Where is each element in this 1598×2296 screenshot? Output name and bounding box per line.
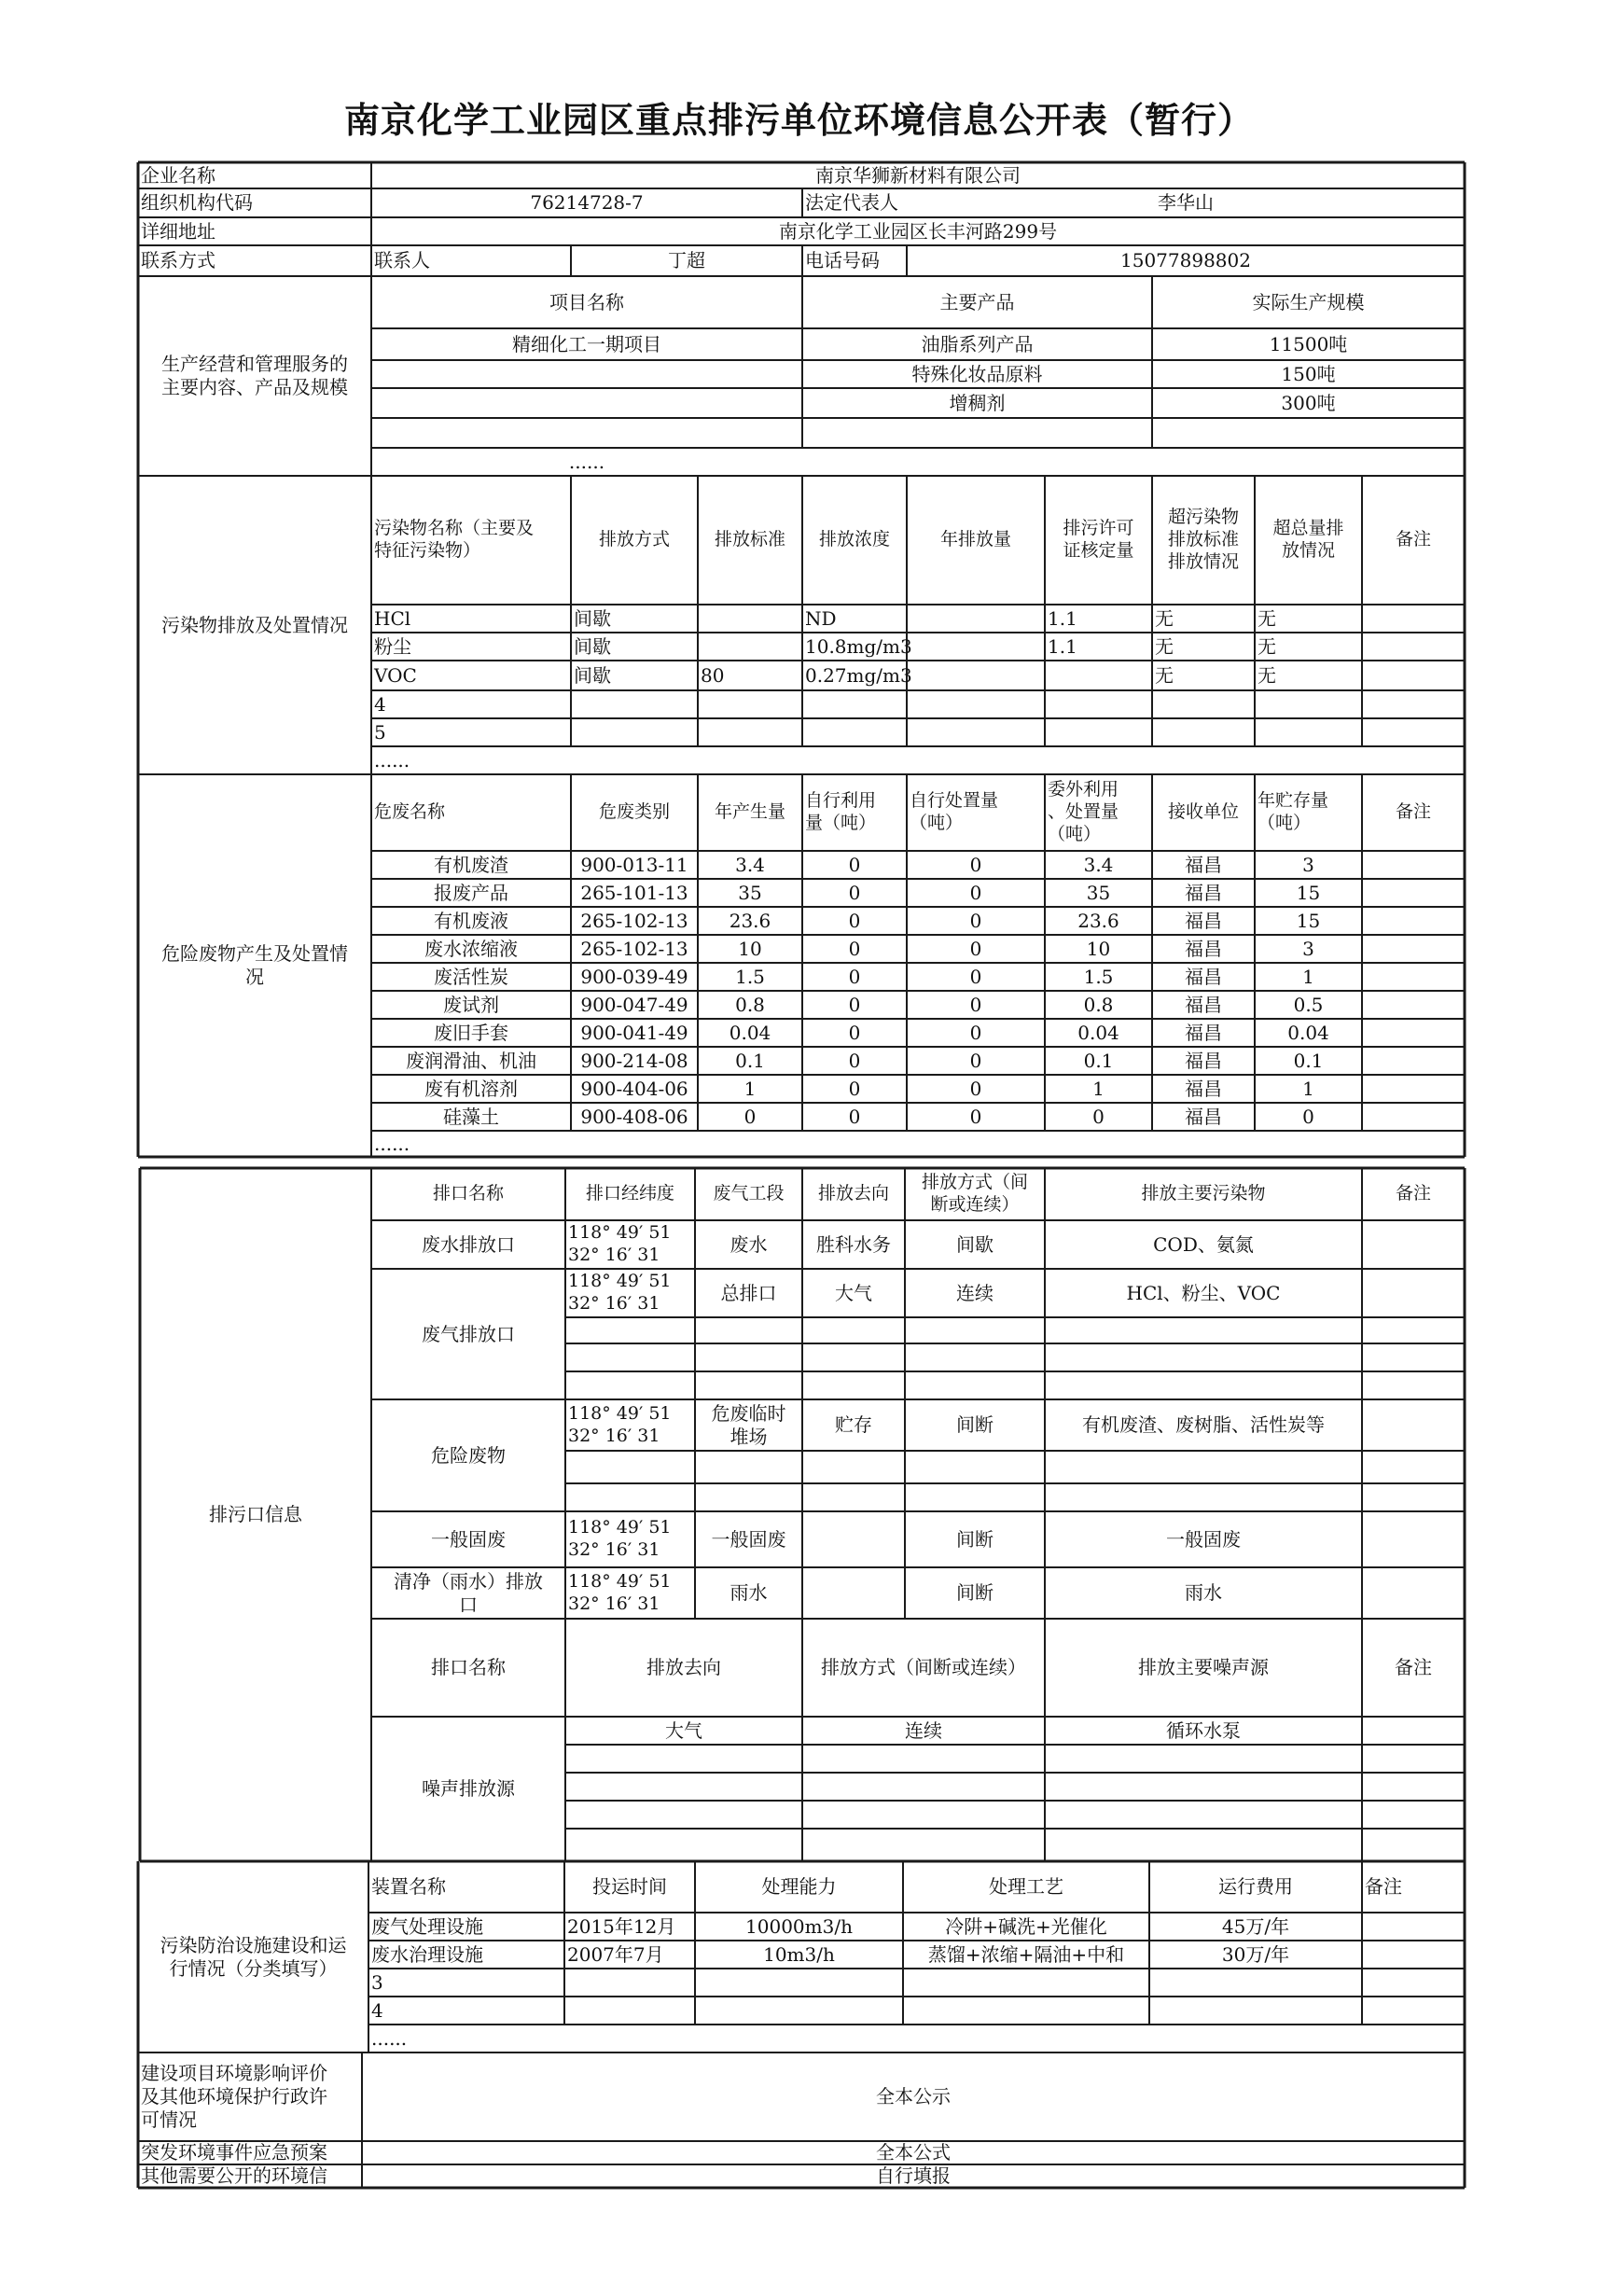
phone: 15077898802 xyxy=(1120,249,1251,271)
production-section-label: 生产经营和管理服务的 主要内容、产品及规模 xyxy=(161,353,348,398)
legal-rep: 李华山 xyxy=(1158,191,1214,214)
noise-header: 排放去向 xyxy=(646,1656,721,1678)
hazardous-waste-cell: 0 xyxy=(848,1049,861,1072)
company-name-label: 企业名称 xyxy=(141,163,215,187)
facility-header: 投运时间 xyxy=(592,1875,667,1898)
production-cell: ...... xyxy=(568,450,605,473)
pollutant-cell: VOC xyxy=(374,663,417,687)
hazardous-waste-cell: 900-214-08 xyxy=(580,1049,688,1072)
hazardous-waste-cell: 福昌 xyxy=(1185,1021,1222,1044)
facility-cell: ...... xyxy=(371,2026,408,2050)
facility-cell: 废水治理设施 xyxy=(371,1942,483,1966)
hazardous-waste-cell: 265-102-13 xyxy=(580,937,688,960)
outlet-name: 危险废物 xyxy=(431,1443,506,1467)
pollutant-header: 排污许可 证核定量 xyxy=(1063,518,1134,561)
pollutant-cell: 4 xyxy=(374,692,386,716)
hazardous-waste-cell: 1 xyxy=(1302,965,1314,988)
hazardous-waste-header: 危废名称 xyxy=(374,801,446,823)
noise-main-source: 循环水泵 xyxy=(1166,1719,1241,1742)
hazardous-waste-cell: 废润滑油、机油 xyxy=(406,1049,536,1072)
hazardous-waste-cell: 0 xyxy=(1302,1105,1314,1128)
outlet-destination: 大气 xyxy=(835,1281,872,1304)
hazardous-waste-cell: 0 xyxy=(969,965,982,988)
hazardous-waste-cell: 0 xyxy=(848,881,861,904)
page-title: 南京化学工业园区重点排污单位环境信息公开表（暂行） xyxy=(343,100,1254,141)
hazardous-waste-header: 备注 xyxy=(1395,801,1431,823)
hazardous-waste-cell: 福昌 xyxy=(1185,881,1222,904)
pollutant-header: 排放标准 xyxy=(714,529,785,550)
hazardous-waste-header: 接收单位 xyxy=(1167,801,1239,823)
hazardous-waste-cell: 1 xyxy=(1092,1077,1105,1100)
pollutant-header: 超总量排 放情况 xyxy=(1272,518,1344,561)
pollutant-cell: 80 xyxy=(701,663,725,687)
hazardous-waste-cell: 0 xyxy=(969,993,982,1016)
outlet-header: 排口经纬度 xyxy=(585,1183,674,1204)
outlet-segment: 总排口 xyxy=(720,1281,777,1304)
outlet-coordinates: 118° 49′ 51 32° 16′ 31 xyxy=(568,1517,672,1560)
hazardous-waste-cell: 10 xyxy=(738,937,762,960)
pollutant-cell: ND xyxy=(805,606,837,630)
hazardous-waste-cell: 35 xyxy=(1086,881,1111,904)
hazardous-waste-cell: 废试剂 xyxy=(443,993,499,1016)
outlet-destination: 胜科水务 xyxy=(816,1232,891,1256)
pollutant-cell: 无 xyxy=(1155,606,1174,630)
outlet-pollutants: 雨水 xyxy=(1185,1581,1222,1604)
hazardous-waste-cell: 1 xyxy=(743,1077,757,1100)
facility-cell: 10m3/h xyxy=(763,1942,835,1966)
org-code: 76214728-7 xyxy=(530,191,644,214)
outlet-coordinates: 118° 49′ 51 32° 16′ 31 xyxy=(568,1402,672,1446)
hazardous-waste-cell: 15 xyxy=(1296,909,1321,932)
hazardous-waste-cell: 0 xyxy=(848,1077,861,1100)
hazardous-waste-cell: 福昌 xyxy=(1185,853,1222,876)
hazardous-waste-cell: 15 xyxy=(1296,881,1321,904)
facility-header: 装置名称 xyxy=(371,1875,446,1898)
pollutant-cell: 间歇 xyxy=(574,663,611,687)
hazardous-waste-cell: 0 xyxy=(969,1105,982,1128)
hazardous-waste-cell: 1 xyxy=(1302,1077,1314,1100)
outlet-pollutants: COD、氨氮 xyxy=(1153,1232,1254,1256)
noise-header: 备注 xyxy=(1395,1656,1432,1678)
hazardous-waste-cell: 3.4 xyxy=(1083,853,1114,876)
hazardous-waste-cell: 900-013-11 xyxy=(580,853,688,876)
production-cell: 增稠剂 xyxy=(949,391,1006,414)
outlet-name: 废水排放口 xyxy=(422,1232,515,1256)
hazardous-waste-cell: 0 xyxy=(969,853,982,876)
facility-header: 处理能力 xyxy=(761,1875,837,1898)
production-cell: 精细化工一期项目 xyxy=(512,332,661,355)
outlet-mode: 间断 xyxy=(956,1581,994,1604)
facility-cell: 冷阱+碱洗+光催化 xyxy=(945,1914,1107,1938)
hazardous-waste-cell: 福昌 xyxy=(1185,1049,1222,1072)
contact-label: 联系方式 xyxy=(141,249,215,271)
hazardous-waste-cell: 0 xyxy=(969,1077,982,1100)
outlet-coordinates: 118° 49′ 51 32° 16′ 31 xyxy=(568,1222,672,1265)
hazardous-waste-cell: 0 xyxy=(848,853,861,876)
outlet-segment: 一般固废 xyxy=(711,1527,786,1551)
hazardous-waste-cell: 0.1 xyxy=(735,1049,765,1072)
hazardous-waste-cell: 0 xyxy=(969,1049,982,1072)
facility-cell: 2007年7月 xyxy=(567,1942,664,1966)
facility-cell: 10000m3/h xyxy=(745,1914,853,1938)
facility-header: 备注 xyxy=(1365,1875,1402,1898)
hazardous-waste-section-label: 危险废物产生及处置情 况 xyxy=(161,942,348,988)
hazardous-waste-cell: 0.04 xyxy=(1077,1021,1119,1044)
pollutant-cell: 0.27mg/m3 xyxy=(805,663,912,687)
hazardous-waste-cell: 0 xyxy=(969,937,982,960)
outlet-mode: 连续 xyxy=(956,1281,994,1304)
emergency-plan-value: 全本公式 xyxy=(876,2141,951,2164)
hazardous-waste-cell: 0.8 xyxy=(735,993,765,1016)
production-cell: 300吨 xyxy=(1281,391,1336,414)
noise-mode: 连续 xyxy=(905,1719,942,1742)
hazardous-waste-cell: 23.6 xyxy=(1077,909,1119,932)
outlet-segment: 雨水 xyxy=(730,1581,768,1604)
hazardous-waste-cell: 0 xyxy=(1092,1105,1105,1128)
hazardous-waste-header: 自行处置量 （吨） xyxy=(910,790,999,833)
hazardous-waste-cell: 0.04 xyxy=(729,1021,771,1044)
eia-value: 全本公示 xyxy=(876,2085,951,2108)
legal-rep-label: 法定代表人 xyxy=(805,191,898,214)
facility-header: 处理工艺 xyxy=(989,1875,1063,1898)
hazardous-waste-cell: 1.5 xyxy=(735,965,765,988)
hazardous-waste-cell: 900-047-49 xyxy=(580,993,688,1016)
hazardous-waste-cell: 0 xyxy=(848,1021,861,1044)
facilities-section-label: 污染防治设施建设和运 行情况（分类填写） xyxy=(160,1933,347,1980)
hazardous-waste-cell: 0 xyxy=(848,909,861,932)
outlet-pollutants: HCl、粉尘、VOC xyxy=(1126,1281,1281,1304)
hazardous-waste-cell: 有机废渣 xyxy=(434,853,508,876)
hazardous-waste-cell: 3.4 xyxy=(735,853,765,876)
outlet-header: 排放方式（间 断或连续） xyxy=(921,1172,1028,1215)
facility-cell: 2015年12月 xyxy=(567,1914,676,1938)
outlet-segment: 危废临时 堆场 xyxy=(711,1401,786,1448)
hazardous-waste-cell: 0.5 xyxy=(1293,993,1324,1016)
production-cell: 11500吨 xyxy=(1269,332,1348,355)
outlet-header: 备注 xyxy=(1395,1183,1431,1204)
outlet-header: 废气工段 xyxy=(713,1183,785,1204)
other-info-label: 其他需要公开的环境信 xyxy=(141,2164,327,2187)
facility-cell: 30万/年 xyxy=(1221,1942,1290,1966)
hazardous-waste-cell: 福昌 xyxy=(1185,937,1222,960)
production-header: 实际生产规模 xyxy=(1252,290,1365,313)
pollutant-cell: 无 xyxy=(1155,634,1174,658)
hazardous-waste-cell: 福昌 xyxy=(1185,909,1222,932)
hazardous-waste-cell: 3 xyxy=(1302,937,1314,960)
hazardous-waste-cell: 福昌 xyxy=(1185,965,1222,988)
hazardous-waste-cell: 900-041-49 xyxy=(580,1021,688,1044)
hazardous-waste-header: 委外利用 、处置量 （吨） xyxy=(1048,779,1119,844)
hazardous-waste-header: 自行利用 量（吨） xyxy=(805,790,877,833)
org-code-label: 组织机构代码 xyxy=(141,191,253,214)
hazardous-waste-cell: 福昌 xyxy=(1185,1077,1222,1100)
phone-label: 电话号码 xyxy=(805,249,880,271)
facility-cell: 废气处理设施 xyxy=(371,1914,483,1938)
production-cell: 特殊化妆品原料 xyxy=(911,362,1043,385)
pollutant-cell: 1.1 xyxy=(1048,634,1077,658)
outlet-coordinates: 118° 49′ 51 32° 16′ 31 xyxy=(568,1570,672,1614)
pollutant-header: 备注 xyxy=(1395,529,1431,550)
hazardous-waste-cell: 23.6 xyxy=(729,909,771,932)
hazardous-waste-cell: 265-101-13 xyxy=(580,881,688,904)
production-header: 主要产品 xyxy=(939,290,1015,313)
hazardous-waste-cell: 废水浓缩液 xyxy=(424,937,518,960)
hazardous-waste-cell: 0.1 xyxy=(1293,1049,1324,1072)
production-header: 项目名称 xyxy=(549,290,624,313)
outlet-coordinates: 118° 49′ 51 32° 16′ 31 xyxy=(568,1271,672,1314)
hazardous-waste-cell: 10 xyxy=(1086,937,1111,960)
outlet-mode: 间歇 xyxy=(956,1232,994,1256)
outlet-mode: 间断 xyxy=(956,1527,994,1551)
hazardous-waste-cell: 900-408-06 xyxy=(580,1105,688,1128)
company-name: 南京华狮新材料有限公司 xyxy=(815,163,1021,187)
noise-header: 排口名称 xyxy=(431,1656,506,1678)
hazardous-waste-cell: 1.5 xyxy=(1083,965,1114,988)
outlet-destination: 贮存 xyxy=(835,1413,872,1436)
pollutant-header: 年排放量 xyxy=(939,529,1011,550)
outlet-mode: 间断 xyxy=(956,1413,994,1436)
hazardous-waste-header: 年贮存量 （吨） xyxy=(1258,790,1329,833)
hazardous-waste-cell: 0.8 xyxy=(1083,993,1114,1016)
pollutant-header: 超污染物 排放标准 排放情况 xyxy=(1167,507,1239,572)
hazardous-waste-header: 年产生量 xyxy=(714,801,785,823)
contact-person-label: 联系人 xyxy=(374,249,430,271)
pollutant-cell: 无 xyxy=(1258,634,1276,658)
outlet-section-label: 排污口信息 xyxy=(209,1503,302,1525)
pollutant-header: 排放方式 xyxy=(598,529,670,550)
eia-label: 建设项目环境影响评价 及其他环境保护行政许 可情况 xyxy=(141,2062,327,2131)
facility-cell: 4 xyxy=(371,1998,383,2022)
pollutant-cell: 无 xyxy=(1258,663,1276,687)
pollutant-cell: 间歇 xyxy=(574,606,611,630)
hazardous-waste-cell: 废旧手套 xyxy=(434,1021,508,1044)
pollutant-section-label: 污染物排放及处置情况 xyxy=(161,613,348,636)
hazardous-waste-header: 危废类别 xyxy=(598,801,670,823)
pollutant-cell: 无 xyxy=(1155,663,1174,687)
outlet-header: 排放去向 xyxy=(817,1183,889,1204)
facility-cell: 45万/年 xyxy=(1221,1914,1290,1938)
contact-person: 丁超 xyxy=(668,249,705,271)
hazardous-waste-cell: 0 xyxy=(848,993,861,1016)
hazardous-waste-cell: 900-404-06 xyxy=(580,1077,688,1100)
hazardous-waste-cell: 有机废液 xyxy=(434,909,508,932)
hazardous-waste-cell: 265-102-13 xyxy=(580,909,688,932)
outlet-header: 排口名称 xyxy=(432,1183,504,1204)
pollutant-header: 排放浓度 xyxy=(818,529,890,550)
noise-source-name: 噪声排放源 xyxy=(422,1777,515,1800)
pollutant-cell: HCl xyxy=(374,606,411,630)
outlet-pollutants: 一般固废 xyxy=(1166,1527,1241,1551)
emergency-plan-label: 突发环境事件应急预案 xyxy=(141,2141,327,2164)
pollutant-cell: 粉尘 xyxy=(374,634,411,658)
production-cell: 油脂系列产品 xyxy=(921,332,1034,355)
outlet-name: 废气排放口 xyxy=(422,1322,515,1345)
hazardous-waste-cell: 0 xyxy=(848,1105,861,1128)
hazardous-waste-cell: 福昌 xyxy=(1185,1105,1222,1128)
facility-cell: 蒸馏+浓缩+隔油+中和 xyxy=(927,1942,1125,1966)
outlet-header: 排放主要污染物 xyxy=(1141,1183,1266,1204)
hazardous-waste-cell: ...... xyxy=(374,1132,410,1155)
facility-header: 运行费用 xyxy=(1218,1875,1293,1898)
address: 南京化学工业园区长丰河路299号 xyxy=(778,219,1058,243)
hazardous-waste-cell: 0.1 xyxy=(1083,1049,1114,1072)
hazardous-waste-cell: 0 xyxy=(969,909,982,932)
other-info-value: 自行填报 xyxy=(876,2164,951,2187)
hazardous-waste-cell: 3 xyxy=(1302,853,1314,876)
hazardous-waste-cell: 福昌 xyxy=(1185,993,1222,1016)
hazardous-waste-cell: 35 xyxy=(738,881,762,904)
hazardous-waste-cell: 0 xyxy=(848,965,861,988)
hazardous-waste-cell: 900-039-49 xyxy=(580,965,688,988)
pollutant-cell: 5 xyxy=(374,720,386,744)
hazardous-waste-cell: 0.04 xyxy=(1287,1021,1329,1044)
noise-header: 排放方式（间断或连续） xyxy=(821,1656,1026,1678)
noise-destination: 大气 xyxy=(665,1719,702,1742)
hazardous-waste-cell: 0 xyxy=(969,1021,982,1044)
noise-header: 排放主要噪声源 xyxy=(1138,1656,1269,1678)
pollutant-header: 污染物名称（主要及 特征污染物） xyxy=(374,518,535,561)
production-cell: 150吨 xyxy=(1281,362,1336,385)
outlet-segment: 废水 xyxy=(730,1232,768,1256)
hazardous-waste-cell: 0 xyxy=(969,881,982,904)
hazardous-waste-cell: 报废产品 xyxy=(434,881,508,904)
outlet-name: 一般固废 xyxy=(431,1527,506,1551)
pollutant-cell: ...... xyxy=(374,748,410,772)
hazardous-waste-cell: 0 xyxy=(848,937,861,960)
hazardous-waste-cell: 废有机溶剂 xyxy=(424,1077,518,1100)
outlet-name: 清净（雨水）排放 口 xyxy=(394,1569,543,1616)
address-label: 详细地址 xyxy=(141,219,215,243)
facility-cell: 3 xyxy=(371,1970,383,1994)
outlet-pollutants: 有机废渣、废树脂、活性炭等 xyxy=(1082,1413,1325,1436)
hazardous-waste-cell: 废活性炭 xyxy=(434,965,508,988)
hazardous-waste-cell: 硅藻土 xyxy=(443,1105,499,1128)
pollutant-cell: 1.1 xyxy=(1048,606,1077,630)
hazardous-waste-cell: 0 xyxy=(743,1105,757,1128)
pollutant-cell: 间歇 xyxy=(574,634,611,658)
pollutant-cell: 10.8mg/m3 xyxy=(805,634,912,658)
pollutant-cell: 无 xyxy=(1258,606,1276,630)
